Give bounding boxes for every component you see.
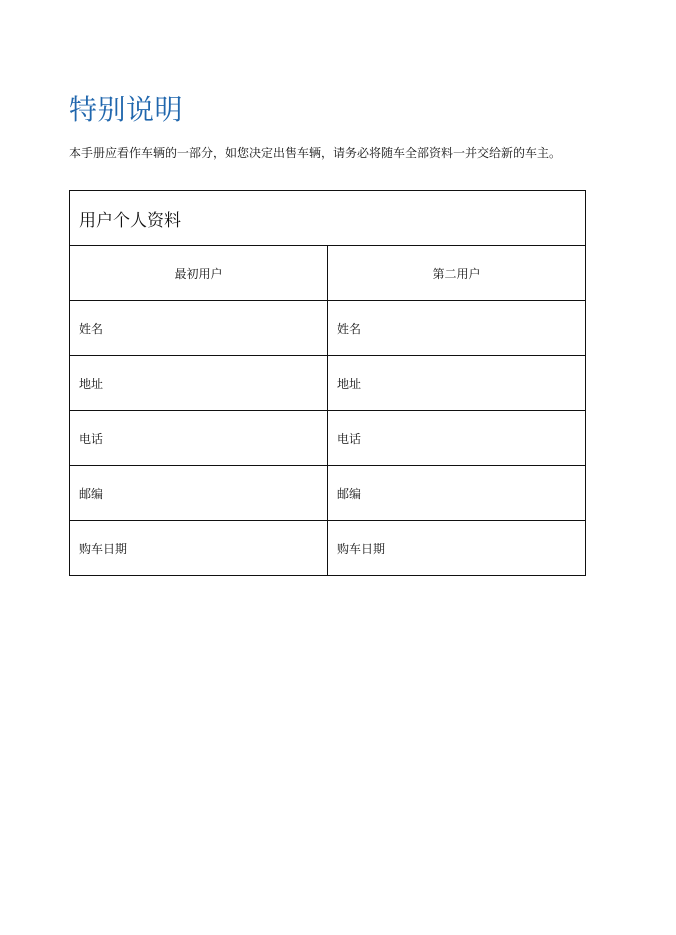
second-user-phone-field[interactable]: 电话 [328, 411, 586, 466]
table-row [70, 521, 586, 576]
table-title: 用户个人资料 [70, 191, 586, 246]
first-user-address-field[interactable]: 地址 [70, 356, 328, 411]
first-user-purchase-date-field[interactable]: 购车日期 [70, 521, 328, 576]
table-row [70, 411, 586, 466]
user-info-table [69, 190, 586, 576]
first-user-name-field[interactable]: 姓名 [70, 301, 328, 356]
table-title-row [70, 191, 586, 246]
second-user-name-field[interactable]: 姓名 [328, 301, 586, 356]
table-header-row [70, 246, 586, 301]
second-user-address-field[interactable]: 地址 [328, 356, 586, 411]
intro-paragraph: 本手册应看作车辆的一部分，如您决定出售车辆，请务必将随车全部资料一并交给新的车主。 [69, 146, 562, 160]
first-user-phone-field[interactable]: 电话 [70, 411, 328, 466]
table-row [70, 356, 586, 411]
column-header-first-user: 最初用户 [70, 246, 328, 301]
second-user-postcode-field[interactable]: 邮编 [328, 466, 586, 521]
page-title: 特别说明 [69, 93, 184, 126]
first-user-postcode-field[interactable]: 邮编 [70, 466, 328, 521]
table-row [70, 301, 586, 356]
second-user-purchase-date-field[interactable]: 购车日期 [328, 521, 586, 576]
table-row [70, 466, 586, 521]
column-header-second-user: 第二用户 [328, 246, 586, 301]
